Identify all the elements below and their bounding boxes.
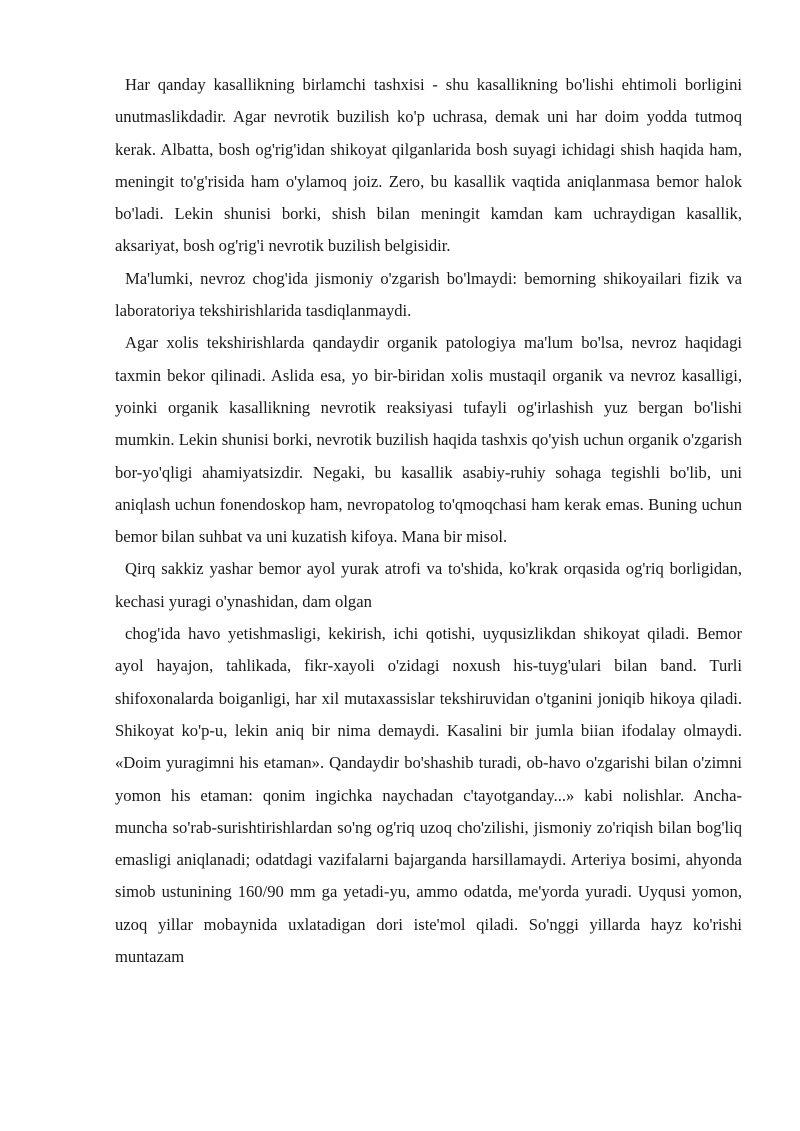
paragraph-organic-pathology: Agar xolis tekshirishlarda qandaydir organik patologiya ma'lum bo'lsa, nevroz haqidagi taxmin bekor qilinadi. Aslida esa, yo bir-biridan xolis mustaqil organik va nevroz kasalligi, yoinki organik kasallikning nevrotik reaksiyasi tufayli og'irlashish yuz bergan bo'lishi mumkin. Lekin shunisi borki, nevrotik buzilish haqida tashxis qo'yish uchun organik o'zgarish bor-yo'qligi ahamiyatsizdir. Negaki, bu kasallik asabiy-ruhiy sohaga tegishli bo'lib, uni aniqlash uchun fonendoskop ham, nevropatolog to'qmoqchasi ham kerak emas. Buning uchun bemor bilan suhbat va uni kuzatish kifoya. Mana bir misol. (115, 333, 742, 547)
paragraph-case-example-continued: chog'ida havo yetishmasligi, kekirish, ichi qotishi, uyqusizlikdan shikoyat qiladi. Bemor ayol hayajon, tahlikada, fikr-xayoli o'zidagi noxush his-tuyg'ulari bilan band. Turli shifoxonalarda boiganligi, har xil mutaxassislar tekshiruvidan o'tganini joniqib hikoya qiladi. Shikoyat ko'p-u, lekin aniq bir nima demaydi. Kasalini bir jumla biian ifodalay olmaydi. «Doim yuragimni his etaman». Qandaydir bo'shashib turadi, ob-havo o'zgarishi bilan o'zimni yomon his etaman: qonim ingichka naychadan c'tayotganday...» kabi nolishlar. Ancha-muncha so'rab-surishtirishlardan so'ng og'riq uzoq cho'zilishi, jismoniy zo'riqish bilan bog'liq emasligi aniqlanadi; odatdagi vazifalarni bajarganda harsillamaydi. Arteriya bosimi, ahyonda simob ustunining 160/90 mm ga yetadi-yu, ammo odatda, me'yorda yuradi. Uyqusi yomon, uzoq yillar mobaynida uxlatadigan dori iste'mol qiladi. So'nggi yillarda hayz ko'rishi muntazam (115, 624, 742, 967)
paragraph-case-example-start: Qirq sakkiz yashar bemor ayol yurak atrofi va to'shida, ko'krak orqasida og'riq borligidan, kechasi yuragi o'ynashidan, dam olgan (115, 559, 742, 611)
paragraph-diagnosis: Har qanday kasallikning birlamchi tashxisi - shu kasallikning bo'lishi ehtimoli borligini unutmaslikdadir. Agar nevrotik buzilish ko'p uchrasa, demak uni har doim yodda tutmoq kerak. Albatta, bosh og'rig'idan shikoyat qilganlarida bosh suyagi ichidagi shish haqida ham, meningit to'g'risida ham o'ylamoq joiz. Zero, bu kasallik vaqtida aniqlanmasa bemor halok bo'ladi. Lekin shunisi borki, shish bilan meningit kamdan kam uchraydigan kasallik, aksariyat, bosh og'rig'i nevrotik buzilish belgisidir. (115, 75, 742, 256)
document-body (115, 69, 742, 973)
paragraph-neurosis-definition: Ma'lumki, nevroz chog'ida jismoniy o'zgarish bo'lmaydi: bemorning shikoyailari fizik va laboratoriya tekshirishlarida tasdiqlanmaydi. (115, 268, 742, 321)
